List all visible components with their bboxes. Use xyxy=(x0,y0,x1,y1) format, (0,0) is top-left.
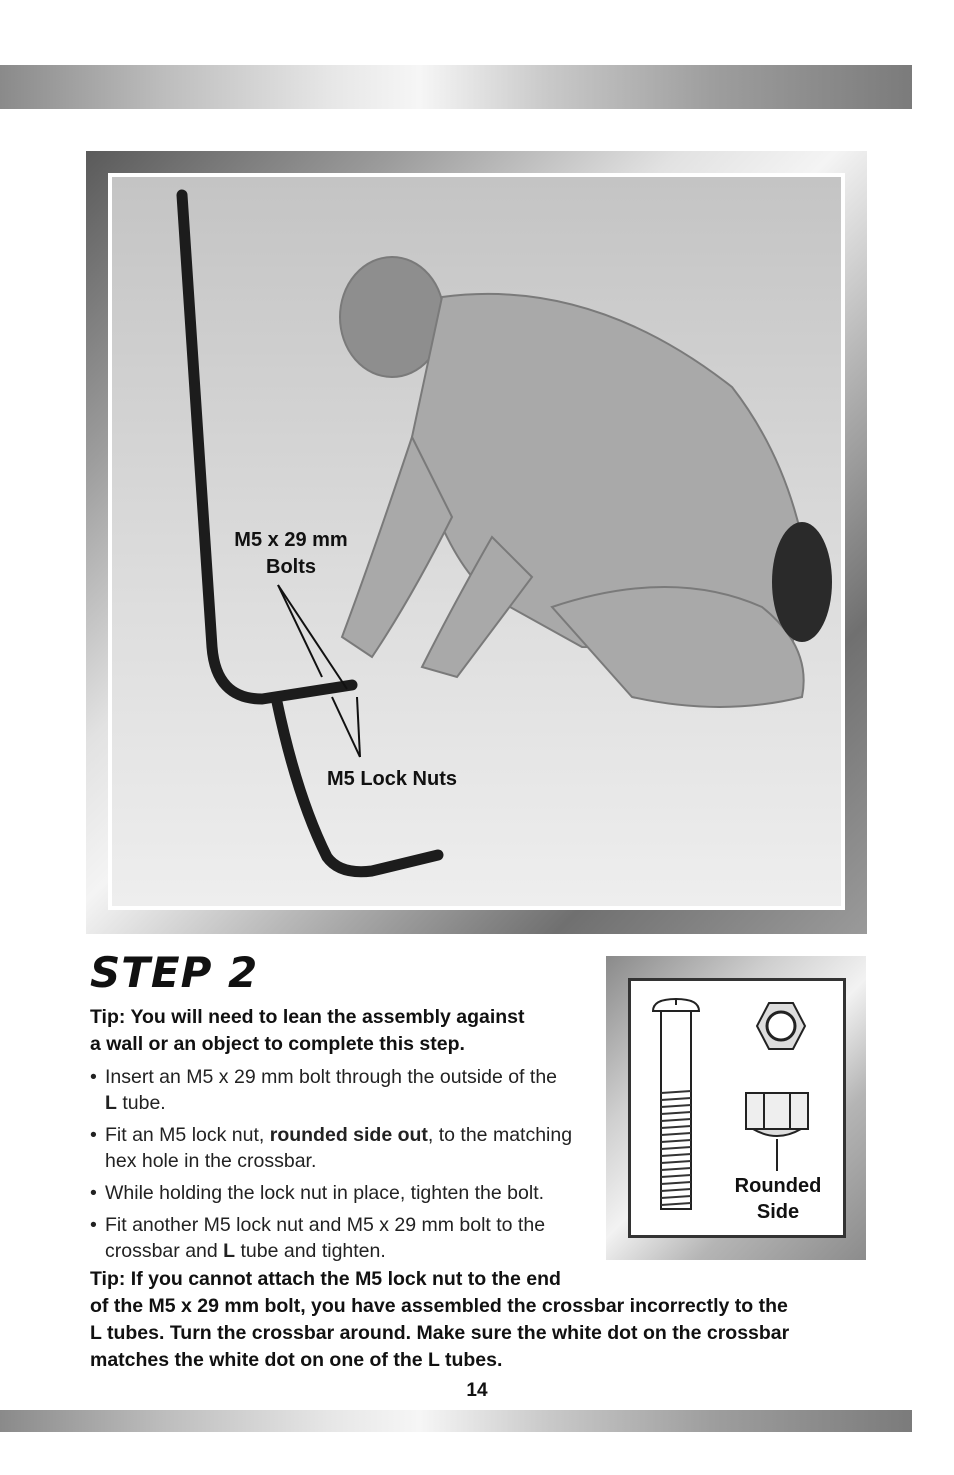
instruction-item xyxy=(90,1122,590,1174)
lock-nuts-callout: M5 Lock Nuts xyxy=(326,768,458,790)
instruction-bold: L xyxy=(223,1240,236,1262)
tip-crossbar-orientation xyxy=(90,1266,850,1374)
instruction-list xyxy=(90,1064,590,1264)
instruction-text: Fit another M5 lock nut and M5 x 29 mm bolt to the crossbar and xyxy=(105,1214,546,1262)
page-number: 14 xyxy=(466,1380,488,1401)
instruction-bold: rounded side out xyxy=(269,1124,428,1146)
bolts-callout xyxy=(226,527,356,581)
bolts-callout-line2: Bolts xyxy=(266,556,316,578)
rounded-side-line2: Side xyxy=(756,1201,800,1223)
assembly-illustration xyxy=(112,177,841,906)
tip-line: a wall or an object to complete this step. xyxy=(90,1033,465,1055)
tip-line: of the M5 x 29 mm bolt, you have assembled the crossbar incorrectly to the xyxy=(90,1295,788,1317)
instruction-text: , to the matching hex hole in the crossbar. xyxy=(105,1124,573,1172)
bolt-icon xyxy=(653,999,699,1209)
instructions-column xyxy=(90,1004,590,1270)
instruction-text: tube and tighten. xyxy=(235,1240,386,1262)
instruction-item xyxy=(90,1212,590,1264)
instruction-item xyxy=(90,1180,590,1206)
assembly-photo xyxy=(108,173,845,910)
instruction-item xyxy=(90,1064,590,1116)
tip-lean-assembly xyxy=(90,1004,590,1058)
rounded-side-label xyxy=(723,1173,833,1225)
bolts-callout-line1: M5 x 29 mm xyxy=(234,529,348,551)
header-chrome-bar xyxy=(0,65,912,109)
hardware-figure-frame xyxy=(606,956,866,1260)
hex-nut-icon xyxy=(757,1003,805,1049)
rounded-side-line1: Rounded xyxy=(734,1175,822,1197)
instruction-text: Insert an M5 x 29 mm bolt through the outside of the xyxy=(105,1066,558,1088)
instruction-text: Fit an M5 lock nut, xyxy=(105,1124,270,1146)
assembly-photo-frame xyxy=(86,151,867,934)
lock-nut-side-icon xyxy=(746,1093,808,1171)
hardware-figure xyxy=(628,978,846,1238)
tip-line: Tip: You will need to lean the assembly against xyxy=(90,1006,525,1028)
tip-line: L tubes. Turn the crossbar around. Make sure the white dot on the crossbar xyxy=(90,1322,790,1344)
instruction-bold: L xyxy=(105,1092,117,1114)
instruction-text: While holding the lock nut in place, tighten the bolt. xyxy=(105,1182,545,1204)
footer-chrome-bar xyxy=(0,1410,912,1432)
tip-line: matches the white dot on one of the L tubes. xyxy=(90,1349,503,1371)
tip-line: Tip: If you cannot attach the M5 lock nut to the end xyxy=(90,1268,561,1290)
step-title: STEP 2 xyxy=(90,948,259,997)
instruction-text: tube. xyxy=(116,1092,166,1114)
